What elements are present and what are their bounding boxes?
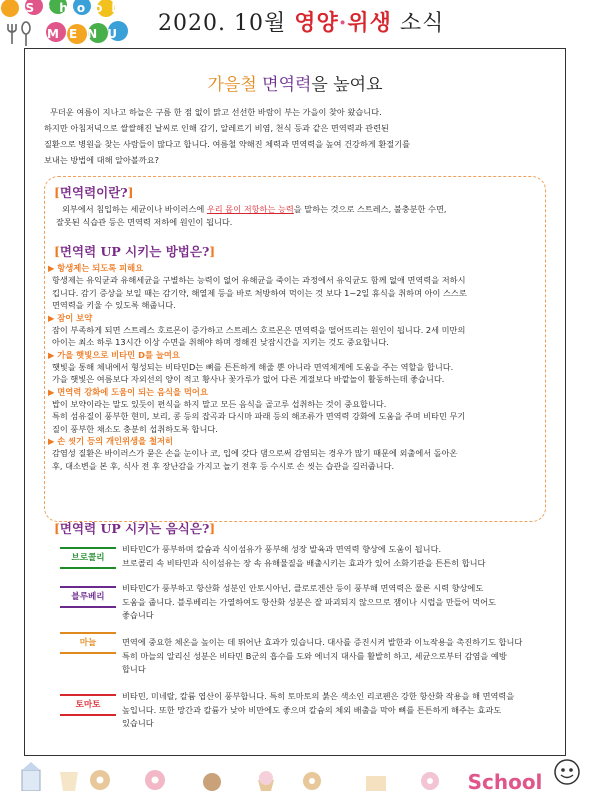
title-date: 2020. 10월 bbox=[158, 11, 295, 36]
cookie-icon bbox=[203, 773, 221, 791]
food-line: 합니다 bbox=[122, 664, 146, 674]
food-label: 마늘 bbox=[60, 632, 116, 654]
body-text: 을 말하는 것으로 스트레스, 불충분한 수면, bbox=[293, 204, 447, 214]
donut-icon bbox=[421, 772, 439, 790]
intro-line: 질환으로 병원을 찾는 사람들이 많다고 합니다. 여름철 약해진 체력과 면역력을 높여 건강하게 환절기를 bbox=[44, 139, 411, 149]
intro-line: 무더운 여름이 지나고 하늘은 구름 한 점 없이 맑고 선선한 바람이 부는 가을이 찾아 왔습니다. bbox=[50, 107, 382, 117]
bracket-open: [ bbox=[54, 244, 60, 259]
method-title: ▶ 면역력 강화에 도움이 되는 음식을 먹어요 bbox=[48, 386, 208, 397]
food-line: 비타민C가 풍부하며 칼슘과 식이섬유가 풍부해 성장 발육과 면역력 향상에 도움이 됩니다. bbox=[122, 544, 442, 554]
method-item bbox=[48, 262, 544, 312]
method-line: 킵니다. 감기 증상을 보일 때는 감기약, 해열제 등을 바로 처방하여 먹이는 것 보다 1~2일 휴식을 취하며 아이 스스로 bbox=[52, 287, 467, 298]
main-title-part1: 가을철 bbox=[207, 75, 263, 95]
fork-icon bbox=[8, 24, 16, 44]
main-title-part3: 을 높여요 bbox=[311, 75, 383, 95]
donut-icon bbox=[303, 772, 321, 790]
food-item-tomato bbox=[60, 690, 550, 734]
section-foods-heading bbox=[54, 519, 215, 537]
food-line: 있습니다 bbox=[122, 718, 154, 728]
main-title-part2: 면역력 bbox=[262, 75, 312, 95]
method-line: 햇빛을 통해 체내에서 형성되는 비타민D는 뼈를 튼튼하게 해줄 뿐 아니라 면역체계에 도움을 주는 역할을 합니다. bbox=[52, 361, 454, 372]
method-line: 특히 섬유질이 풍부한 현미, 보리, 콩 등의 잡곡과 다시마 파래 등의 해조류가 면역력 강화에 도움을 주며 비타민 무기 bbox=[52, 411, 466, 421]
cupcake-icon bbox=[258, 771, 274, 791]
food-line: 브로콜리 속 비타민과 식이섬유는 장 속 유해물질을 배출시키는 효과가 있어 소화기관을 튼튼히 합니다 bbox=[122, 557, 486, 568]
method-line: 후, 대소변을 본 후, 식사 전 후 장난감을 가지고 놀기 전후 등 수시로 손 씻는 습관을 길러줍니다. bbox=[52, 460, 395, 471]
food-item-garlic bbox=[60, 636, 550, 680]
title-dot: · bbox=[338, 10, 348, 36]
method-line: 감염성 질환은 바이러스가 묻은 손을 눈이나 코, 입에 갖다 댐으로써 감염되는 경우가 많기 때문에 외출에서 돌아온 bbox=[52, 448, 458, 458]
intro-line: 보내는 방법에 대해 알아볼까요? bbox=[44, 155, 159, 165]
food-line: 비타민C가 풍부하고 항산화 성분인 안토시아닌, 클로로겐산 등이 풍부해 면역력은 물론 시력 향상에도 bbox=[122, 583, 484, 593]
method-line: 질이 풍부한 채소도 충분히 섭취하도록 합니다. bbox=[52, 423, 218, 434]
method-title: ▶ 항생제는 되도록 피해요 bbox=[48, 263, 144, 273]
bracket-open: [ bbox=[54, 185, 60, 200]
main-title bbox=[0, 70, 590, 95]
method-line: 면역력을 키울 수 있도록 해줍니다. bbox=[52, 300, 176, 310]
food-item-blueberry bbox=[60, 582, 550, 626]
svg-text:MENU: MENU bbox=[47, 27, 127, 41]
method-line: 아이는 최소 하루 13시간 이상 수면을 취해야 하며 정해진 낮잠시간을 지키는 것도 중요합니다. bbox=[52, 337, 389, 347]
title-suffix: 소식 bbox=[391, 11, 445, 36]
section-heading-text: 면역력 UP 시키는 방법은? bbox=[59, 244, 210, 259]
food-label: 브로콜리 bbox=[60, 547, 116, 569]
title-nutrition: 영양 bbox=[294, 10, 339, 36]
cup-icon bbox=[60, 772, 78, 791]
food-line: 면역에 중요한 체온을 높이는 데 뛰어난 효과가 있습니다. 대사를 증진시켜 발한과 이뇨작용을 촉진하기도 합니다 bbox=[122, 637, 523, 647]
method-title: ▶ 가을 햇빛으로 비타민 D를 늘여요 bbox=[48, 349, 180, 360]
methods-list bbox=[48, 262, 544, 472]
food-line: 좋습니다 bbox=[122, 610, 154, 620]
newsletter-title bbox=[158, 6, 444, 37]
food-line: 비타민, 미네랄, 칼륨 엽산이 풍부합니다. 특히 토마토의 붉은 색소인 리코펜은 강한 항산화 작용을 해 면역력을 bbox=[122, 691, 515, 701]
bracket-close: ] bbox=[209, 244, 216, 259]
method-line: 잠이 부족하게 되면 스트레스 호르몬이 증가하고 스트레스 호르몬은 면역력을 떨어뜨리는 원인이 됩니다. 2세 미만의 bbox=[52, 324, 466, 335]
cake-icon bbox=[366, 776, 386, 791]
bracket-close: ] bbox=[209, 521, 216, 536]
bracket-close: ] bbox=[127, 185, 134, 200]
food-item-broccoli bbox=[60, 543, 550, 573]
body-text: 잘못된 식습관 등은 면역력 저하에 원인이 됩니다. bbox=[56, 216, 233, 227]
section-immunity-heading bbox=[54, 183, 134, 201]
method-line: 가을 햇빛은 여름보다 자외선의 양이 적고 황사나 꽃가루가 없어 다른 계절보다 바깥놀이 활동하는데 좋습니다. bbox=[52, 374, 445, 384]
method-item bbox=[48, 349, 544, 386]
section-immunity-body bbox=[56, 203, 542, 228]
intro-line: 하지만 아침저녁으로 쌀쌀해진 날씨로 인해 감기, 알레르기 비염, 천식 등과 같은 면역력과 관련된 bbox=[44, 123, 389, 133]
footer-illustration bbox=[0, 758, 590, 791]
intro-paragraph bbox=[44, 104, 544, 168]
method-title: ▶ 손 씻기 등의 개인위생을 철저히 bbox=[48, 436, 174, 446]
svg-text:School: School bbox=[25, 1, 125, 15]
spoon-icon bbox=[22, 22, 30, 46]
footer-logo-text: School bbox=[467, 770, 543, 791]
section-heading-text: 면역력 UP 시키는 음식은? bbox=[59, 521, 210, 536]
donut-icon bbox=[90, 770, 110, 790]
method-item bbox=[48, 312, 544, 349]
food-line: 높입니다. 또한 망간과 칼륨가 낮아 비만에도 좋으며 칼슘의 체외 배출을 막아 뼈를 튼튼하게 해주는 효과도 bbox=[122, 704, 502, 715]
method-line: 항생제는 유익균과 유해세균을 구별하는 능력이 없어 유해균을 죽이는 과정에서 유익균도 함께 없애 면역력을 저하시 bbox=[52, 275, 466, 285]
milk-carton-icon bbox=[22, 762, 40, 791]
section-methods-heading bbox=[54, 242, 215, 260]
method-item bbox=[48, 435, 544, 472]
highlight-text: 우리 몸이 저항하는 능력 bbox=[206, 204, 294, 214]
food-label: 토마토 bbox=[60, 694, 116, 716]
body-text: 외부에서 침입하는 세균이나 바이러스에 bbox=[62, 204, 207, 214]
food-label: 블루베리 bbox=[60, 586, 116, 608]
method-item bbox=[48, 386, 544, 436]
method-line: 밥이 보약이라는 말도 있듯이 편식을 하지 말고 모든 음식을 골고루 섭취하는 것이 중요합니다. bbox=[52, 398, 387, 409]
school-menu-logo bbox=[0, 0, 150, 48]
smiley-character-icon bbox=[555, 760, 579, 784]
method-title: ▶ 잠이 보약 bbox=[48, 312, 93, 323]
section-heading-text: 면역력이란? bbox=[59, 185, 128, 200]
bracket-open: [ bbox=[54, 521, 60, 536]
title-hygiene: 위생 bbox=[347, 10, 392, 36]
food-line: 도움을 줍니다. 블루베리는 가열하여도 항산화 성분은 잘 파괴되지 않으므로 잼이나 시럽을 만들어 먹어도 bbox=[122, 596, 496, 607]
donut-icon bbox=[145, 770, 165, 790]
food-line: 특히 마늘의 알리신 성분은 비타민 B군의 흡수를 도와 에너지 대사를 활발히 하고, 세균으로부터 감염을 예방 bbox=[122, 650, 507, 661]
